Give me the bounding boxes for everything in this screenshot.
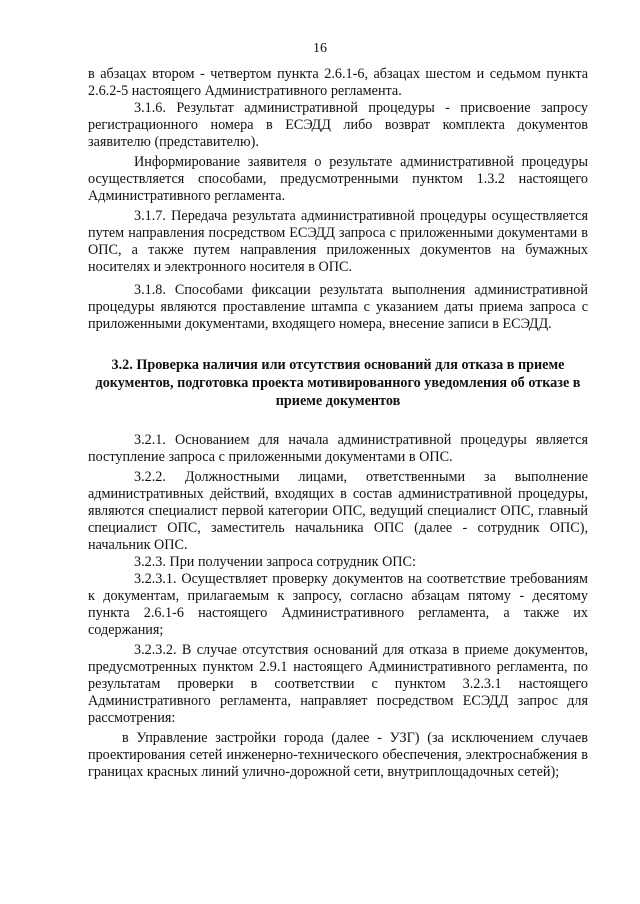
paragraph-3-2-3-2: 3.2.3.2. В случае отсутствия оснований для отказа в приеме документов, предусмотренных пунктом 2.9.1 настоящего Административного регламента, по результатам проверки в соответствии с пунктом 3.2.3.1 настоящего Административного регламента, направляет посредством ЕСЭДД запрос для рассмотрения: [88, 642, 588, 726]
paragraph-3-1-6: 3.1.6. Результат административной процедуры - присвоение запросу регистрационного номера в ЕСЭДД либо возврат комплекта документов заявителю (представителю). [88, 100, 588, 150]
paragraph-3-1-8: 3.1.8. Способами фиксации результата выполнения административной процедуры являются проставление штампа с указанием даты приема запроса с приложенными документами, входящего номера, внесение записи в ЕСЭДД. [88, 282, 588, 332]
page-number: 16 [313, 41, 327, 56]
paragraph-continuation: в абзацах втором - четвертом пункта 2.6.1-6, абзацах шестом и седьмом пункта 2.6.2-5 настоящего Административного регламента. [88, 66, 588, 99]
paragraph-3-1-7: 3.1.7. Передача результата административной процедуры осуществляется путем направления посредством ЕСЭДД запроса с приложенными документами в ОПС, а также путем направления приложенных документов на бумажных носителях и электронного носителя в ОПС. [88, 208, 588, 275]
paragraph-uzg: в Управление застройки города (далее - УЗГ) (за исключением случаев проектирования сетей инженерно-технического обеспечения, электроснабжения в границах красных линий улично-дорожной сети, внутриплощадочных сетей); [88, 730, 588, 780]
paragraph-3-2-1: 3.2.1. Основанием для начала административной процедуры является поступление запроса с приложенными документами в ОПС. [88, 432, 588, 465]
document-body [88, 66, 588, 781]
paragraph-3-2-2: 3.2.2. Должностными лицами, ответственными за выполнение административных действий, входящих в состав административной процедуры, являются специалист первой категории ОПС, ведущий специалист ОПС, главный специалист ОПС, заместитель начальника ОПС (далее - сотрудник ОПС), начальник ОПС. [88, 469, 588, 553]
paragraph-3-2-3: 3.2.3. При получении запроса сотрудник ОПС: [134, 554, 416, 570]
section-heading-3-2: 3.2. Проверка наличия или отсутствия оснований для отказа в приеме документов, подготовка проекта мотивированного уведомления об отказе в приеме документов [95, 357, 581, 409]
paragraph-informing: Информирование заявителя о результате административной процедуры осуществляется способами, предусмотренными пунктом 1.3.2 настоящего Административного регламента. [88, 154, 588, 204]
paragraph-3-2-3-1: 3.2.3.1. Осуществляет проверку документов на соответствие требованиям к документам, прилагаемым к запросу, согласно абзацам пятому - десятому пункта 2.6.1-6 настоящего Административного регламента, а также их содержания; [88, 571, 588, 638]
